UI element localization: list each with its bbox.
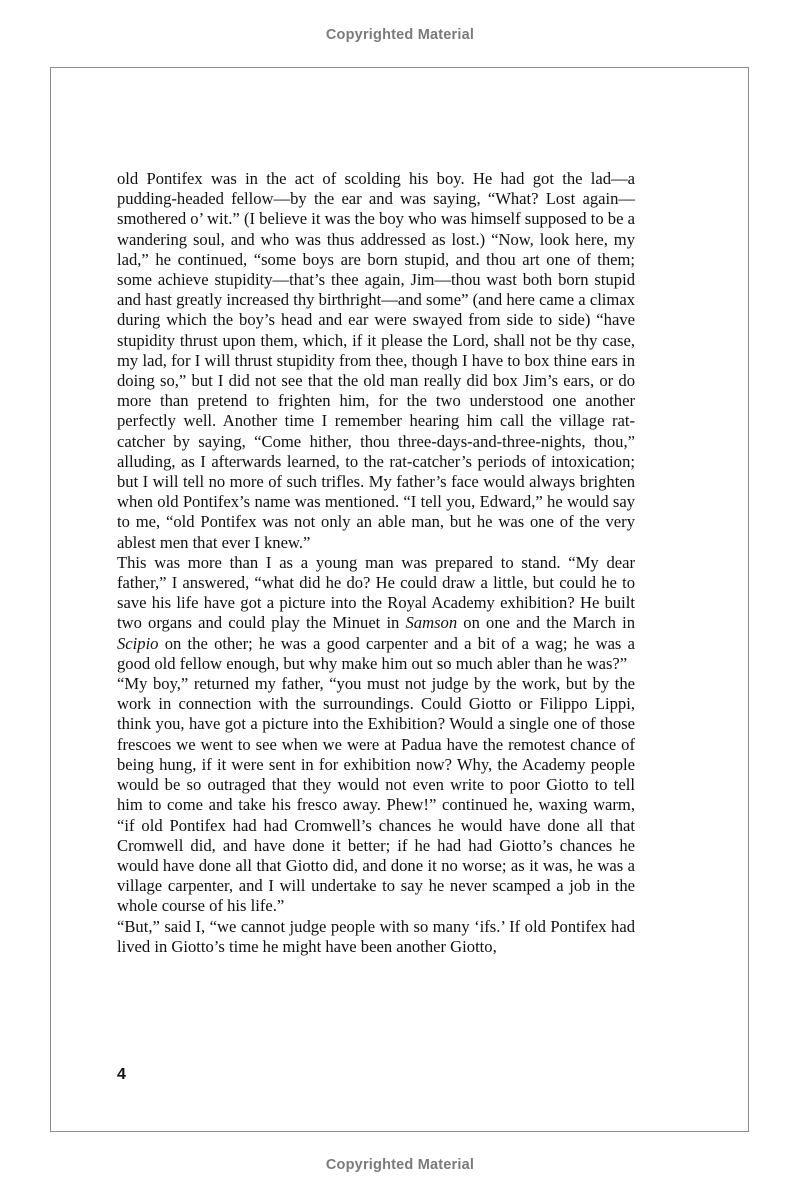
paragraph-4: “But,” said I, “we cannot judge people with so many ‘ifs.’ If old Pontifex had lived in Giotto’s time he might have been another Giotto, (117, 916, 635, 956)
paragraph-1: old Pontifex was in the act of scolding his boy. He had got the lad—a pudding-headed fellow—by the ear and was saying, “What? Lost again—smothered o’ wit.” (I believe it was the boy who was himself supposed to be a wandering soul, and who was thus addressed as lost.) “Now, look here, my lad,” he continued, “some boys are born stupid, and thou art one of them; some achieve stupidity—that’s thee again, Jim—thou wast both born stupid and hast greatly increased thy birthright—and some” (and here came a climax during which the boy’s head and ear were swayed from side to side) “have stupidity thrust upon them, which, if it please the Lord, shall not be thy case, my lad, for I will thrust stupidity from thee, though I have to box thine ears in doing so,” but I did not see that the old man really did box Jim’s ears, or do more than pretend to frighten him, for the two understood one another perfectly well. Another time I remember hearing him call the village rat-catcher by saying, “Come hither, thou three-days-and-three-nights, thou,” alluding, as I afterwards learned, to the rat-catcher’s periods of intoxication; but I will tell no more of such trifles. My father’s face would always brighten when old Pontifex’s name was mentioned. “I tell you, Edward,” he would say to me, “old Pontifex was not only an able man, but he was one of the very ablest men that ever I knew.” (117, 169, 635, 552)
copyright-watermark-top: Copyrighted Material (325, 27, 475, 43)
title-samson: Samson (405, 613, 458, 633)
body-text (117, 169, 635, 957)
copyright-watermark-bottom: Copyrighted Material (325, 1157, 475, 1173)
paragraph-2-part-a: This was more than I as a young man was prepared to stand. “My dear father,” I answered, “what did he do? He could draw a little, but could he to save his life have got a picture into the Royal Academy exhibition? He built two organs and could play the Minuet in (117, 552, 635, 633)
paragraph-2 (117, 553, 635, 674)
paragraph-2-part-b: on one and the March in (457, 613, 636, 633)
paragraph-3: “My boy,” returned my father, “you must not judge by the work, but by the work in connection with the surroundings. Could Giotto or Filippo Lippi, think you, have got a picture into the Exhibition? Would a single one of those frescoes we went to see when we were at Padua have the remotest chance of being hung, if it were sent in for exhibition now? Why, the Academy people would be so outraged that they would not even write to poor Giotto to tell him to come and take his fresco away. Phew!” continued he, waxing warm, “if old Pontifex had had Cromwell’s chances he would have done all that Cromwell did, and have done it better; if he had had Giotto’s chances he would have done all that Giotto did, and done it no worse; as it was, he was a village carpenter, and I will undertake to say he never scamped a job in the whole course of his life.” (117, 674, 635, 916)
page-number: 4 (117, 1066, 126, 1083)
paragraph-2-part-c: on the other; he was a good carpenter and a bit of a wag; he was a good old fellow enough, but why make him out so much abler than he was?” (117, 633, 635, 673)
title-scipio: Scipio (117, 633, 159, 653)
